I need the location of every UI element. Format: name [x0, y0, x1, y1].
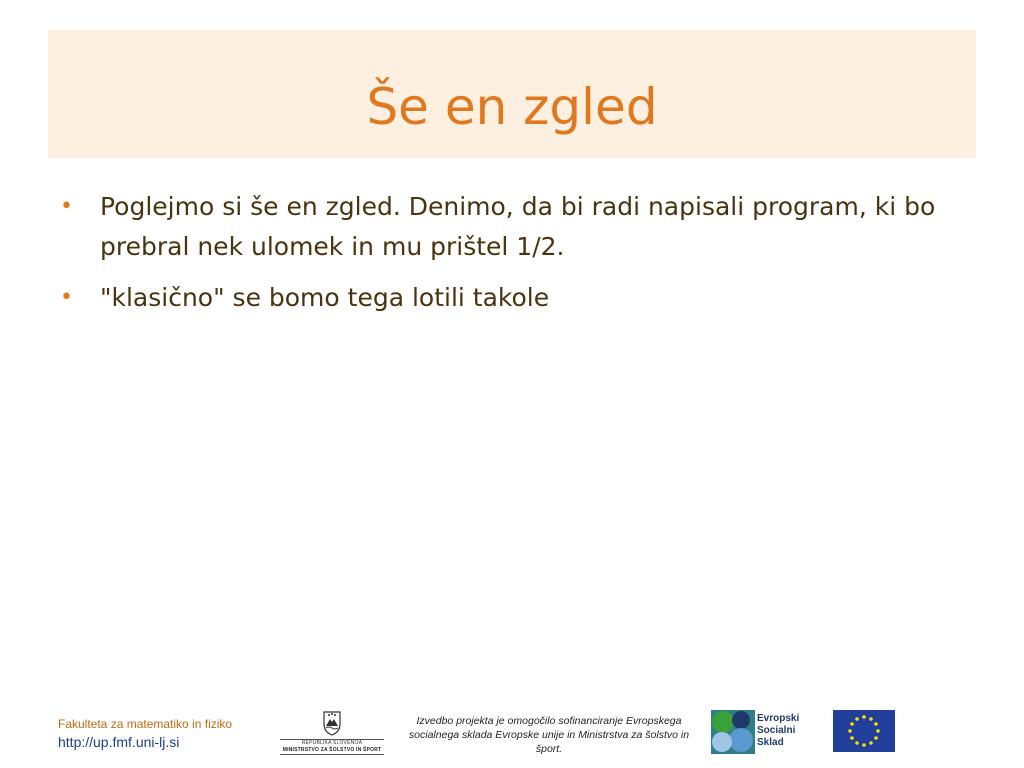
ministry-name-text: MINISTRSTVO ZA ŠOLSTVO IN ŠPORT — [282, 747, 382, 753]
coat-of-arms-icon — [322, 710, 342, 736]
eu-flag-icon — [833, 710, 895, 752]
esf-circles-icon — [711, 710, 755, 754]
slide-title: Še en zgled — [366, 78, 658, 136]
ministry-logo — [280, 710, 384, 755]
ministry-country-text: REPUBLIKA SLOVENIJA — [301, 740, 363, 746]
ministry-rule — [280, 754, 384, 755]
esf-line-3: Sklad — [757, 737, 784, 748]
funding-note: Izvedbo projekta je omogočilo sofinanciranje Evropskega socialnega sklada Evropske unije in Ministrstva za šolstvo in šport. — [408, 715, 690, 755]
bullet-text: Poglejmo si še en zgled. Denimo, da bi radi napisali program, ki bo prebral nek ulomek in mu prištel 1/2. — [100, 192, 936, 261]
bullet-list — [60, 187, 960, 329]
bullet-dot-icon: • — [60, 194, 73, 219]
faculty-name: Fakulteta za matematiko in fiziko — [58, 717, 233, 731]
bullet-item — [60, 187, 960, 267]
footer-faculty-block — [58, 716, 232, 750]
bullet-item — [60, 278, 960, 318]
esf-line-1: Evropski — [757, 713, 800, 724]
esf-wordmark — [757, 713, 799, 749]
faculty-url-link[interactable]: http://up.fmf.uni-lj.si — [58, 734, 180, 750]
bullet-dot-icon: • — [60, 285, 73, 310]
eu-stars-icon — [833, 710, 895, 752]
esf-logo — [711, 710, 811, 754]
esf-line-2: Socialni — [757, 725, 796, 736]
bullet-text: "klasično" se bomo tega lotili takole — [100, 283, 550, 312]
